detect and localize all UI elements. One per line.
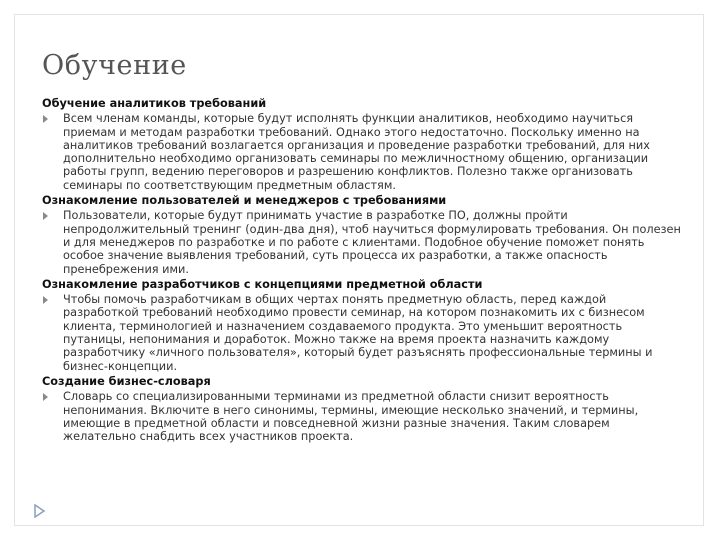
bullet-text: Пользователи, которые будут принимать участие в разработке ПО, должны пройти непродолжительный тренинг (один-два дня), чтоб научиться формулировать требования. Он полезен и для менеджеров по разработке и по работе с клиентами. Подобное обучение поможет понять особое значение выявления требований, суть процесса их разработки, а также опасность пренебрежения ими. [63, 209, 681, 276]
section-heading: Обучение аналитиков требований [42, 97, 267, 110]
bullet-text: Словарь со специализированными терминами из предметной области снизит вероятность непонимания. Включите в него синонимы, термины, имеющие несколько значений, и термины, имеющие в предметной области и повседневной жизни разные значения. Таким словарем желательно снабдить всех участников проекта. [63, 390, 639, 444]
bullet-item [42, 209, 682, 275]
section-heading: Создание бизнес-словаря [42, 374, 211, 388]
bullet-icon [43, 212, 48, 220]
section-developers-domain [42, 278, 682, 373]
section-users-managers [42, 194, 682, 276]
next-slide-arrow-icon[interactable] [32, 504, 46, 518]
bullet-icon [43, 393, 48, 401]
bullet-text: Всем членам команды, которые будут исполнять функции аналитиков, необходимо научиться приемам и методам разработки требований. Однако этого недостаточно. Поскольку именно на аналитиков требований возлагается организация и проведение разработки требований, для них дополнительно необходимо организовать семинары по межличностному общению, организации работы групп, ведению переговоров и разрешению конфликтов. Полезно также организовать семинары по соответствующим предметным областям. [63, 112, 650, 192]
bullet-text: Чтобы помочь разработчикам в общих чертах понять предметную область, перед каждой разработкой требований необходимо провести семинар, на котором познакомить их с бизнесом клиента, терминологией и назначением создаваемого продукта. Это уменьшит вероятность путаницы, непонимания и доработок. Можно также на время проекта назначить каждому разработчику «личного пользователя», который будет разъяснять профессиональные термины и бизнес-концепции. [63, 293, 653, 373]
slide-content [42, 97, 682, 445]
bullet-item [42, 390, 682, 443]
bullet-item [42, 293, 682, 373]
section-heading: Ознакомление разработчиков с концепциями предметной области [42, 277, 483, 291]
section-analyst-training [42, 97, 682, 192]
section-heading: Ознакомление пользователей и менеджеров с требованиями [42, 194, 447, 208]
section-business-glossary [42, 375, 682, 443]
slide-title: Обучение [42, 50, 187, 81]
bullet-icon [43, 296, 48, 304]
bullet-item [42, 112, 682, 192]
bullet-icon [43, 115, 48, 123]
